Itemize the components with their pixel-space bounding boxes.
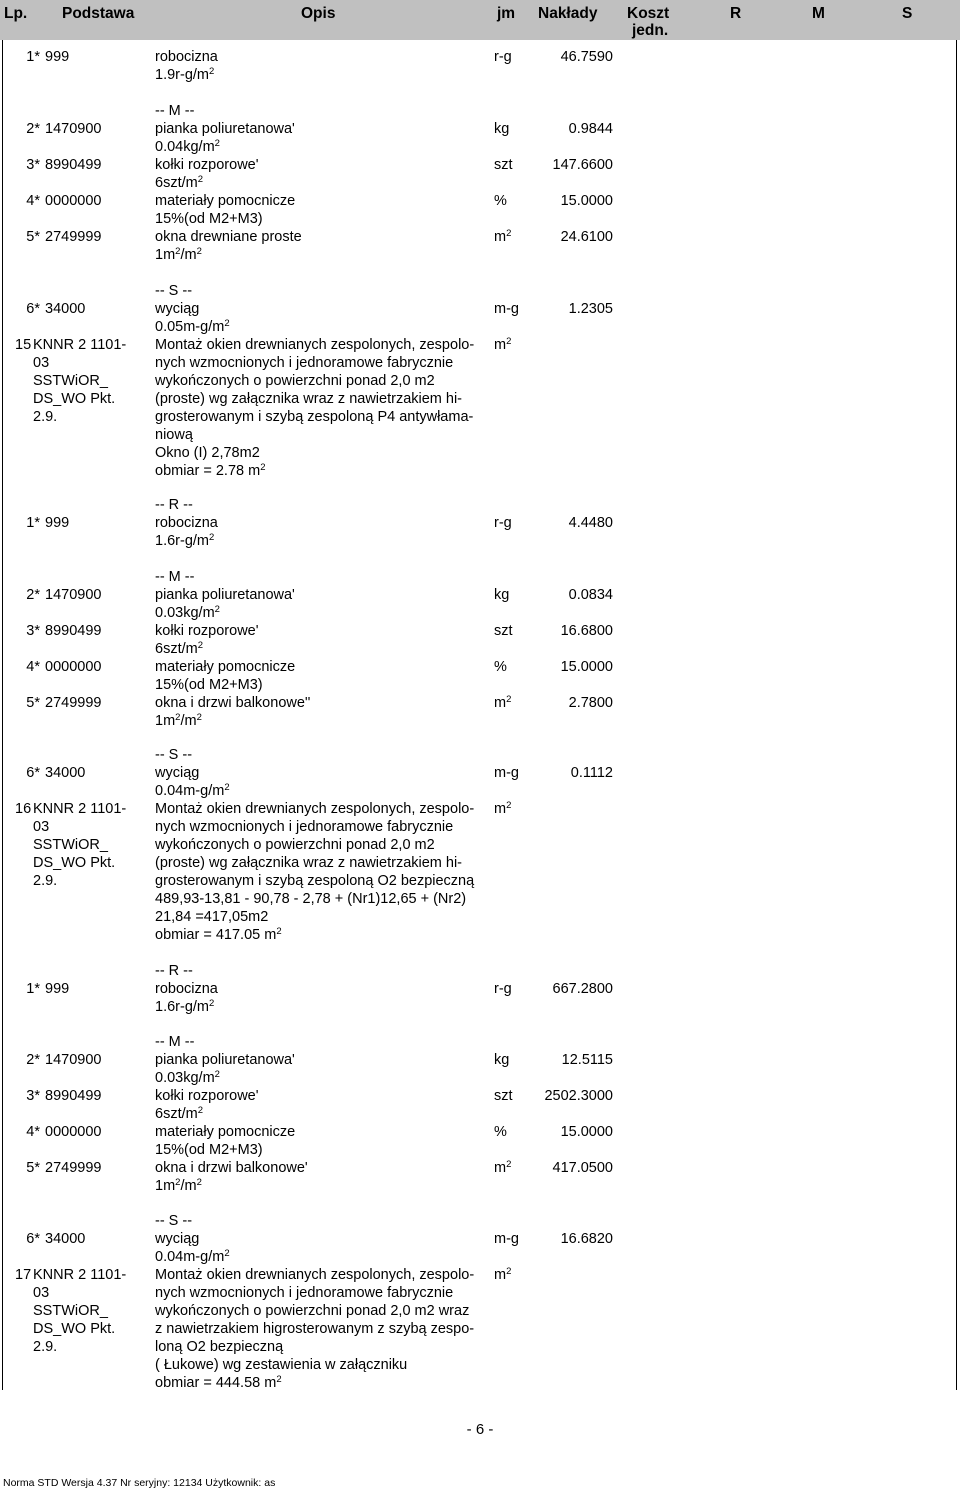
superscript: 2: [224, 1248, 230, 1259]
description-line: wykończonych o powierzchni ponad 2,0 m2: [155, 373, 435, 389]
position-basis: SSTWiOR_: [33, 837, 108, 853]
header-r: R: [730, 5, 742, 22]
description-line: $0.04m-g/m^2$: [155, 782, 230, 799]
description-line: wykończonych o powierzchni ponad 2,0 m2: [155, 837, 435, 853]
unit: $m^2$: [494, 1266, 512, 1283]
unit: $m^2$: [494, 800, 512, 817]
header-s: S: [902, 5, 913, 22]
unit: m-g: [494, 301, 519, 317]
quantity-value: 417.0500: [552, 1160, 613, 1176]
header-koszt: Koszt: [627, 5, 670, 22]
description-line: -- M --: [155, 1034, 195, 1050]
superscript: 2: [276, 1374, 282, 1385]
item-lp: 2*: [26, 1052, 40, 1068]
unit: kg: [494, 121, 510, 137]
item-code: 2749999: [45, 695, 102, 711]
description-line: loną O2 bezpieczną: [155, 1339, 284, 1355]
superscript: 2: [260, 462, 266, 473]
description-line: nych wzmocnionych i jednoramowe fabrycznie: [155, 819, 454, 835]
header-opis: Opis: [301, 5, 336, 22]
description-line: $0.03kg/m^2$: [155, 1069, 220, 1086]
description-line: $6szt/m^2$: [155, 640, 203, 657]
quantity-value: 0.1112: [570, 765, 613, 781]
description-line: wyciąg: [155, 765, 200, 781]
page-number: - 6 -: [466, 1421, 494, 1438]
unit: %: [494, 1124, 507, 1140]
unit: kg: [494, 1052, 510, 1068]
superscript: 2: [197, 1105, 203, 1116]
description-line: $0.05m-g/m^2$: [155, 318, 230, 335]
header-lp: Lp.: [4, 5, 28, 22]
position-basis: 2.9.: [33, 1339, 58, 1355]
unit: szt: [494, 1088, 513, 1104]
item-code: 34000: [45, 301, 86, 317]
item-code: 8990499: [45, 623, 102, 639]
superscript: 2: [224, 782, 230, 793]
item-lp: 1*: [26, 981, 40, 997]
item-lp: 5*: [26, 1160, 40, 1176]
superscript: 2: [196, 1177, 202, 1188]
description-line: niową: [155, 427, 193, 443]
position-basis: DS_WO Pkt.: [33, 391, 116, 407]
header-jm: jm: [497, 5, 516, 22]
description-line: 15%(od M2+M3): [155, 211, 263, 227]
description-line: Okno (I) 2,78m2: [155, 445, 260, 461]
description-line: $1.6r-g/m^2$: [155, 998, 215, 1015]
unit: %: [494, 193, 507, 209]
item-code: 34000: [45, 765, 86, 781]
description-line: wyciąg: [155, 1231, 200, 1247]
superscript: 2: [214, 138, 220, 149]
item-lp: 6*: [26, 765, 40, 781]
description-line: -- M --: [155, 103, 195, 119]
superscript: 2: [197, 174, 203, 185]
description-line: robocizna: [155, 981, 218, 997]
description-line: nych wzmocnionych i jednoramowe fabrycznie: [155, 355, 454, 371]
description-line: kołki rozporowe': [155, 1088, 259, 1104]
table-header: [0, 0, 960, 40]
position-basis: KNNR 2 1101-: [33, 801, 127, 817]
item-code: 2749999: [45, 1160, 102, 1176]
item-code: 0000000: [45, 193, 102, 209]
superscript: 2: [175, 246, 181, 257]
description-line: $1m^2/m^2$: [155, 712, 202, 729]
unit: $m^2$: [494, 694, 512, 711]
unit: %: [494, 659, 507, 675]
description-line: grosterowanym i szybą zespoloną P4 antywłama-: [155, 409, 474, 425]
description-line: pianka poliuretanowa': [155, 587, 295, 603]
description-line: wyciąg: [155, 301, 200, 317]
item-code: 0000000: [45, 1124, 102, 1140]
description-line: materiały pomocnicze: [155, 1124, 296, 1140]
description-line: okna i drzwi balkonowe'': [155, 695, 311, 711]
quantity-value: 12.5115: [561, 1052, 613, 1068]
header-naklady: Nakłady: [538, 5, 598, 22]
superscript: 2: [506, 694, 512, 705]
unit: r-g: [494, 49, 512, 65]
unit: szt: [494, 157, 513, 173]
item-lp: 4*: [26, 1124, 40, 1140]
description-line: okna drewniane proste: [155, 229, 302, 245]
unit: szt: [494, 623, 513, 639]
item-code: 34000: [45, 1231, 86, 1247]
description-line: kołki rozporowe': [155, 623, 259, 639]
position-basis: DS_WO Pkt.: [33, 855, 116, 871]
item-lp: 4*: [26, 659, 40, 675]
description-line: -- S --: [155, 1213, 193, 1229]
position-basis: SSTWiOR_: [33, 1303, 108, 1319]
position-basis: 2.9.: [33, 873, 58, 889]
superscript: 2: [506, 228, 512, 239]
superscript: 2: [276, 926, 282, 937]
description-line: $1.6r-g/m^2$: [155, 532, 215, 549]
superscript: 2: [506, 1266, 512, 1277]
quantity-value: 0.9844: [568, 121, 613, 137]
superscript: 2: [209, 66, 215, 77]
unit: m-g: [494, 1231, 519, 1247]
item-code: 999: [45, 49, 70, 65]
description-line: wykończonych o powierzchni ponad 2,0 m2 wraz: [155, 1303, 470, 1319]
description-line: 21,84 =417,05m2: [155, 909, 269, 925]
description-line: $6szt/m^2$: [155, 1105, 203, 1122]
position-basis: 03: [33, 1285, 50, 1301]
description-line: pianka poliuretanowa': [155, 121, 295, 137]
quantity-value: 16.6820: [560, 1231, 613, 1247]
quantity-value: 2.7800: [568, 695, 613, 711]
header-m: M: [812, 5, 825, 22]
cost-table-body: [0, 40, 960, 1390]
superscript: 2: [506, 1159, 512, 1170]
item-lp: 3*: [26, 623, 40, 639]
superscript: 2: [214, 604, 220, 615]
item-code: 8990499: [45, 1088, 102, 1104]
item-lp: 6*: [26, 1231, 40, 1247]
superscript: 2: [506, 336, 512, 347]
superscript: 2: [209, 532, 215, 543]
superscript: 2: [209, 998, 215, 1009]
description-line: $1m^2/m^2$: [155, 246, 202, 263]
unit: m-g: [494, 765, 519, 781]
position-basis: 2.9.: [33, 409, 58, 425]
description-line: $1.9r-g/m^2$: [155, 66, 215, 83]
description-line: (proste) wg załącznika wraz z nawietrzakiem hi-: [155, 391, 463, 407]
description-line: 489,93-13,81 - 90,78 - 2,78 + (Nr1)12,65 + (Nr2): [155, 891, 467, 907]
superscript: 2: [175, 712, 181, 723]
item-code: 1470900: [45, 121, 102, 137]
description-line: -- R --: [155, 963, 193, 979]
quantity-value: 16.6800: [560, 623, 613, 639]
description-line: 15%(od M2+M3): [155, 1142, 263, 1158]
description-line: kołki rozporowe': [155, 157, 259, 173]
quantity-value: 15.0000: [560, 1124, 613, 1140]
position-basis: KNNR 2 1101-: [33, 1267, 127, 1283]
item-code: 0000000: [45, 659, 102, 675]
description-line: 15%(od M2+M3): [155, 677, 263, 693]
position-number: 17: [15, 1267, 32, 1283]
description-line: materiały pomocnicze: [155, 193, 296, 209]
description-line: -- S --: [155, 283, 193, 299]
item-code: 999: [45, 515, 70, 531]
item-lp: 5*: [26, 695, 40, 711]
position-basis: DS_WO Pkt.: [33, 1321, 116, 1337]
description-line: $6szt/m^2$: [155, 174, 203, 191]
item-lp: 1*: [26, 515, 40, 531]
description-line: Montaż okien drewnianych zespolonych, zespolo-: [155, 337, 475, 353]
quantity-value: 1.2305: [568, 301, 613, 317]
quantity-value: 4.4480: [568, 515, 613, 531]
unit: kg: [494, 587, 510, 603]
item-lp: 1*: [26, 49, 40, 65]
superscript: 2: [197, 640, 203, 651]
item-code: 999: [45, 981, 70, 997]
item-code: 2749999: [45, 229, 102, 245]
description-line: robocizna: [155, 49, 218, 65]
description-line: z nawietrzakiem higrosterowanym z szybą zespo-: [155, 1321, 475, 1337]
position-number: 15: [15, 337, 32, 353]
description-line: nych wzmocnionych i jednoramowe fabrycznie: [155, 1285, 454, 1301]
unit: $m^2$: [494, 228, 512, 245]
item-lp: 4*: [26, 193, 40, 209]
unit: r-g: [494, 515, 512, 531]
description-line: -- S --: [155, 747, 193, 763]
superscript: 2: [196, 712, 202, 723]
quantity-value: 46.7590: [560, 49, 613, 65]
item-code: 1470900: [45, 1052, 102, 1068]
unit: r-g: [494, 981, 512, 997]
description-line: okna i drzwi balkonowe': [155, 1160, 308, 1176]
description-line: obmiar = 444.58 $m^2$: [155, 1374, 282, 1391]
item-lp: 3*: [26, 157, 40, 173]
description-line: -- R --: [155, 497, 193, 513]
superscript: 2: [175, 1177, 181, 1188]
item-lp: 2*: [26, 121, 40, 137]
description-line: $1m^2/m^2$: [155, 1177, 202, 1194]
quantity-value: 24.6100: [560, 229, 613, 245]
header-koszt-jedn: jedn.: [632, 22, 669, 39]
description-line: grosterowanym i szybą zespoloną O2 bezpieczną: [155, 873, 475, 889]
position-basis: SSTWiOR_: [33, 373, 108, 389]
description-line: $0.03kg/m^2$: [155, 604, 220, 621]
unit: $m^2$: [494, 336, 512, 353]
description-line: $0.04m-g/m^2$: [155, 1248, 230, 1265]
footer-text: Norma STD Wersja 4.37 Nr seryjny: 12134 Użytkownik: as: [3, 1477, 276, 1489]
position-basis: KNNR 2 1101-: [33, 337, 127, 353]
item-code: 8990499: [45, 157, 102, 173]
quantity-value: 667.2800: [552, 981, 613, 997]
superscript: 2: [214, 1069, 220, 1080]
description-line: Montaż okien drewnianych zespolonych, zespolo-: [155, 1267, 475, 1283]
quantity-value: 0.0834: [568, 587, 613, 603]
description-line: -- M --: [155, 569, 195, 585]
description-line: Montaż okien drewnianych zespolonych, zespolo-: [155, 801, 475, 817]
quantity-value: 147.6600: [552, 157, 613, 173]
description-line: robocizna: [155, 515, 218, 531]
position-basis: 03: [33, 355, 50, 371]
item-lp: 3*: [26, 1088, 40, 1104]
position-basis: 03: [33, 819, 50, 835]
superscript: 2: [224, 318, 230, 329]
description-line: ( Łukowe) wg zestawienia w załączniku: [155, 1357, 408, 1373]
position-number: 16: [15, 801, 32, 817]
superscript: 2: [506, 800, 512, 811]
item-lp: 2*: [26, 587, 40, 603]
description-line: pianka poliuretanowa': [155, 1052, 295, 1068]
quantity-value: 15.0000: [560, 193, 613, 209]
header-podstawa: Podstawa: [62, 5, 135, 22]
description-line: obmiar = 2.78 $m^2$: [155, 462, 266, 479]
description-line: materiały pomocnicze: [155, 659, 296, 675]
quantity-value: 15.0000: [560, 659, 613, 675]
quantity-value: 2502.3000: [544, 1088, 613, 1104]
description-line: obmiar = 417.05 $m^2$: [155, 926, 282, 943]
superscript: 2: [196, 246, 202, 257]
item-lp: 6*: [26, 301, 40, 317]
description-line: (proste) wg załącznika wraz z nawietrzakiem hi-: [155, 855, 463, 871]
description-line: $0.04kg/m^2$: [155, 138, 220, 155]
unit: $m^2$: [494, 1159, 512, 1176]
item-code: 1470900: [45, 587, 102, 603]
item-lp: 5*: [26, 229, 40, 245]
